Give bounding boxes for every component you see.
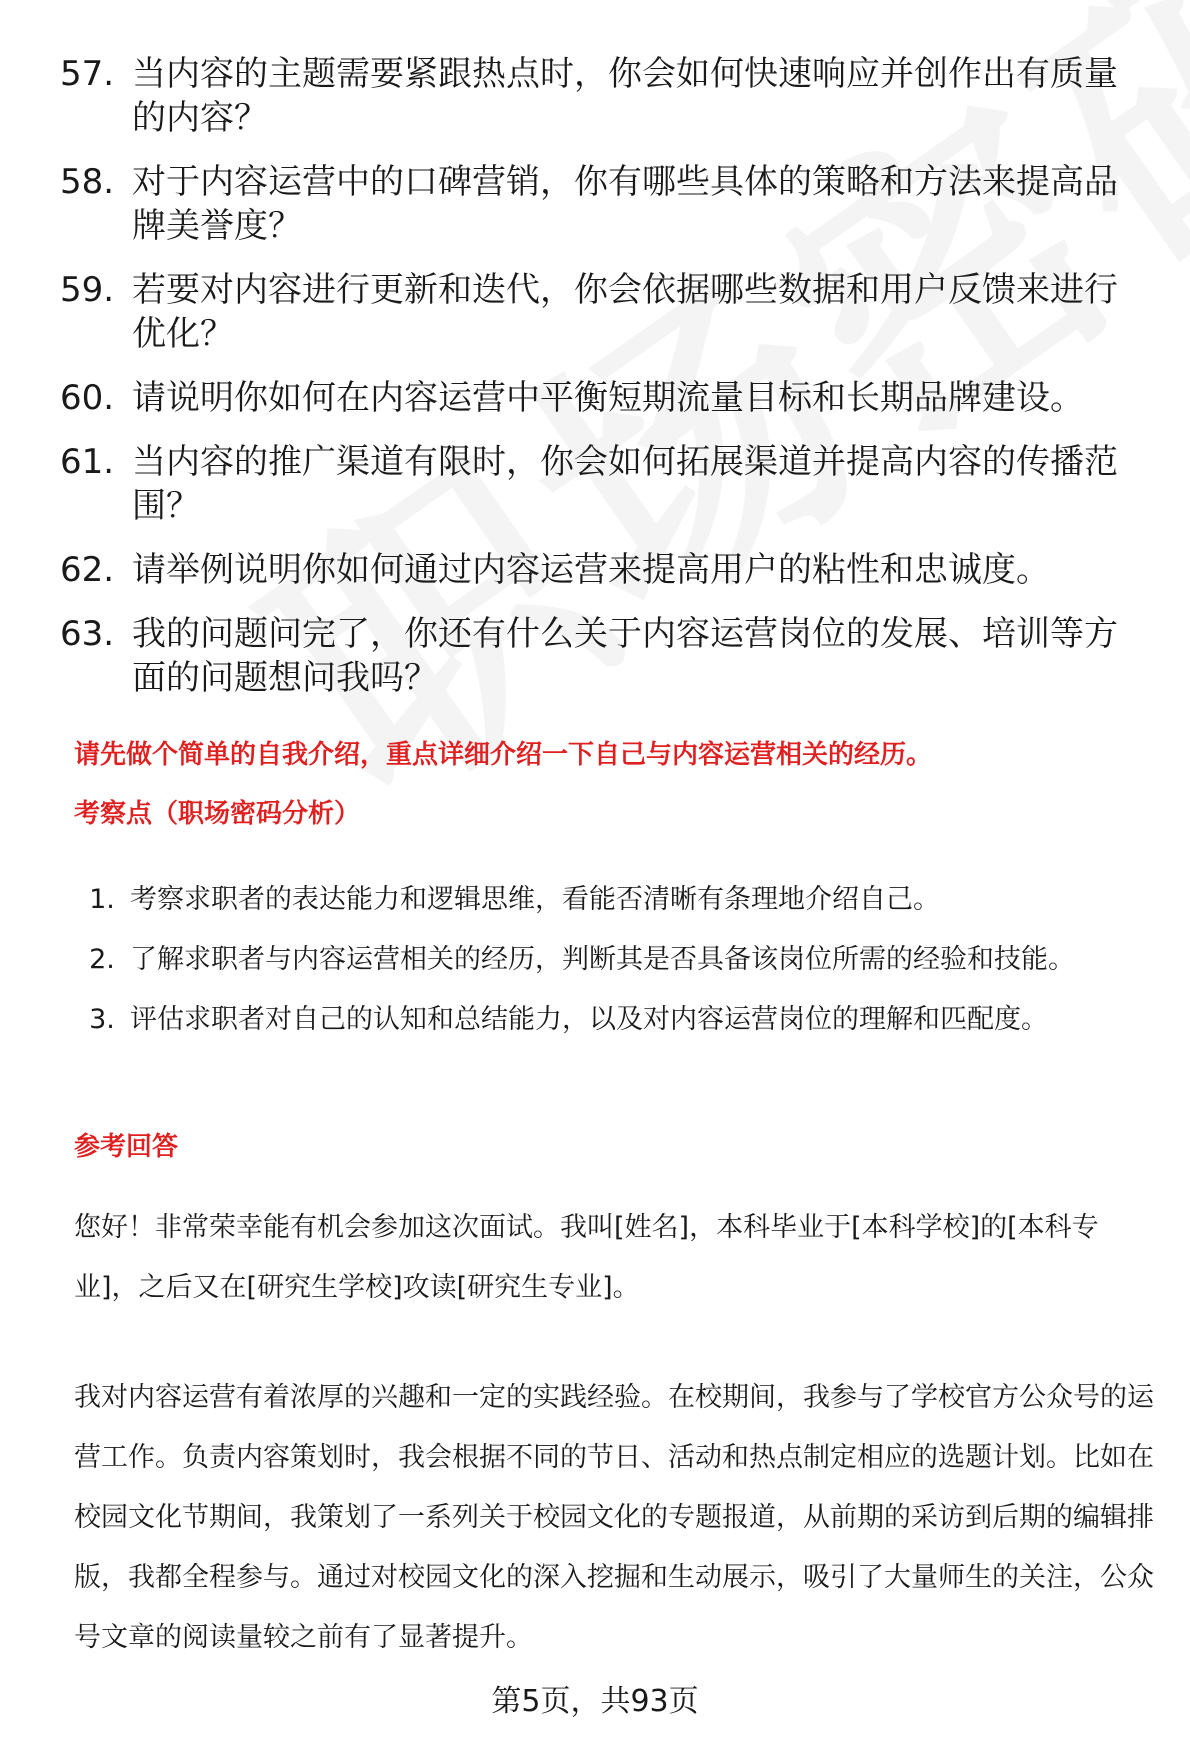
question-item	[60, 160, 1150, 248]
question-text: 当内容的主题需要紧跟热点时，你会如何快速响应并创作出有质量的内容？	[132, 54, 1118, 138]
question-item	[60, 612, 1150, 700]
question-item	[60, 376, 1150, 420]
page-footer: 第5页，共93页	[491, 1684, 699, 1719]
question-text: 当内容的推广渠道有限时，你会如何拓展渠道并提高内容的传播范围？	[132, 442, 1118, 526]
intro-question-heading: 请先做个简单的自我介绍，重点详细介绍一下自己与内容运营相关的经历。	[74, 740, 933, 770]
exam-point-item	[74, 930, 1134, 990]
exam-point-text: 了解求职者与内容运营相关的经历，判断其是否具备该岗位所需的经验和技能。	[130, 944, 1075, 975]
answer-paragraph: 我对内容运营有着浓厚的兴趣和一定的实践经验。在校期间，我参与了学校官方公众号的运营工作。负责内容策划时，我会根据不同的节日、活动和热点制定相应的选题计划。比如在校园文化节期间，我策划了一系列关于校园文化的专题报道，从前期的采访到后期的编辑排版，我都全程参与。通过对校园文化的深入挖掘和生动展示，吸引了大量师生的关注，公众号文章的阅读量较之前有了显著提升。	[74, 1382, 1154, 1653]
question-item	[60, 52, 1150, 140]
question-number: 61.	[60, 442, 115, 482]
question-number: 59.	[60, 270, 115, 310]
question-number: 60.	[60, 378, 115, 418]
exam-points-list	[74, 870, 1134, 1050]
answer-paragraph: 您好！非常荣幸能有机会参加这次面试。我叫[姓名]，本科毕业于[本科学校]的[本科专业]，之后又在[研究生学校]攻读[研究生专业]。	[74, 1212, 1099, 1303]
question-text: 若要对内容进行更新和迭代，你会依据哪些数据和用户反馈来进行优化？	[132, 270, 1118, 354]
question-item	[60, 268, 1150, 356]
exam-point-item	[74, 870, 1134, 930]
reference-answer-heading: 参考回答	[74, 1132, 179, 1162]
question-number: 63.	[60, 614, 115, 654]
question-number: 57.	[60, 54, 115, 94]
exam-point-text: 考察求职者的表达能力和逻辑思维，看能否清晰有条理地介绍自己。	[130, 884, 940, 915]
exam-point-text: 评估求职者对自己的认知和总结能力，以及对内容运营岗位的理解和匹配度。	[130, 1004, 1048, 1035]
exam-points-heading: 考察点（职场密码分析）	[74, 799, 361, 829]
question-list	[60, 52, 1150, 720]
question-text: 对于内容运营中的口碑营销，你有哪些具体的策略和方法来提高品牌美誉度？	[132, 162, 1118, 246]
exam-point-item	[74, 990, 1134, 1050]
question-text: 我的问题问完了，你还有什么关于内容运营岗位的发展、培训等方面的问题想问我吗？	[132, 614, 1118, 698]
question-number: 58.	[60, 162, 115, 202]
exam-point-number: 2.	[89, 944, 115, 975]
question-text: 请说明你如何在内容运营中平衡短期流量目标和长期品牌建设。	[132, 378, 1084, 418]
question-item	[60, 548, 1150, 592]
question-item	[60, 440, 1150, 528]
exam-point-number: 1.	[89, 884, 115, 915]
question-number: 62.	[60, 550, 115, 590]
question-text: 请举例说明你如何通过内容运营来提高用户的粘性和忠诚度。	[132, 550, 1050, 590]
exam-point-number: 3.	[89, 1004, 115, 1035]
